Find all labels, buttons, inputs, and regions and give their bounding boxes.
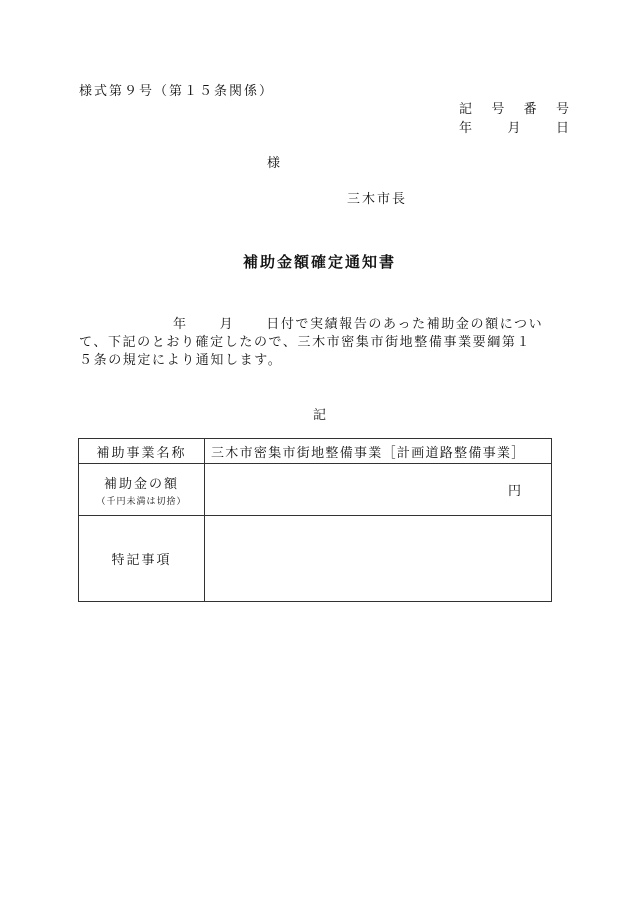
remarks-label-cell bbox=[79, 516, 205, 602]
doc-number-char: 記 bbox=[459, 102, 473, 117]
table-row bbox=[79, 439, 552, 464]
amount-label-cell bbox=[79, 464, 205, 516]
document-title: 補助金額確定通知書 bbox=[243, 253, 397, 271]
date-day-label: 日 bbox=[555, 121, 569, 136]
amount-unit: 円 bbox=[507, 484, 521, 499]
date-month-label: 月 bbox=[507, 121, 521, 136]
date-year-label: 年 bbox=[459, 121, 473, 136]
details-table bbox=[78, 438, 552, 602]
issuer-name: 三木市長 bbox=[347, 192, 408, 207]
document-number-label bbox=[459, 98, 569, 117]
remarks-value bbox=[205, 516, 552, 602]
table-row bbox=[79, 464, 552, 516]
amount-value-cell bbox=[205, 464, 552, 516]
body-paragraph bbox=[79, 316, 574, 370]
doc-number-char: 号 bbox=[491, 102, 505, 117]
body-line-2: て、下記のとおり確定したので、三木市密集市街地整備事業要綱第１ bbox=[79, 335, 532, 350]
document-date-label bbox=[459, 117, 569, 136]
amount-note: （千円未満は切捨） bbox=[96, 496, 187, 507]
doc-number-char: 号 bbox=[555, 102, 569, 117]
project-name-label-cell bbox=[79, 439, 205, 464]
form-number: 様式第９号（第１５条関係） bbox=[79, 84, 275, 99]
addressee-suffix: 様 bbox=[267, 156, 281, 171]
table-row bbox=[79, 516, 552, 602]
remarks-label: 特記事項 bbox=[111, 553, 172, 568]
body-line-1 bbox=[79, 316, 574, 334]
project-name-value: 三木市密集市街地整備事業［計画道路整備事業］ bbox=[205, 439, 552, 464]
project-name-label: 補助事業名称 bbox=[96, 445, 187, 461]
doc-number-char: 番 bbox=[523, 102, 537, 117]
ki-heading: 記 bbox=[313, 408, 327, 423]
amount-label: 補助金の額 bbox=[103, 476, 179, 492]
body-year-suffix: 年 bbox=[173, 317, 188, 332]
body-line-1-text: 日付で実績報告のあった補助金の額につい bbox=[266, 317, 544, 332]
body-line-3: ５条の規定により通知します。 bbox=[79, 353, 283, 368]
body-month-suffix: 月 bbox=[219, 317, 235, 332]
